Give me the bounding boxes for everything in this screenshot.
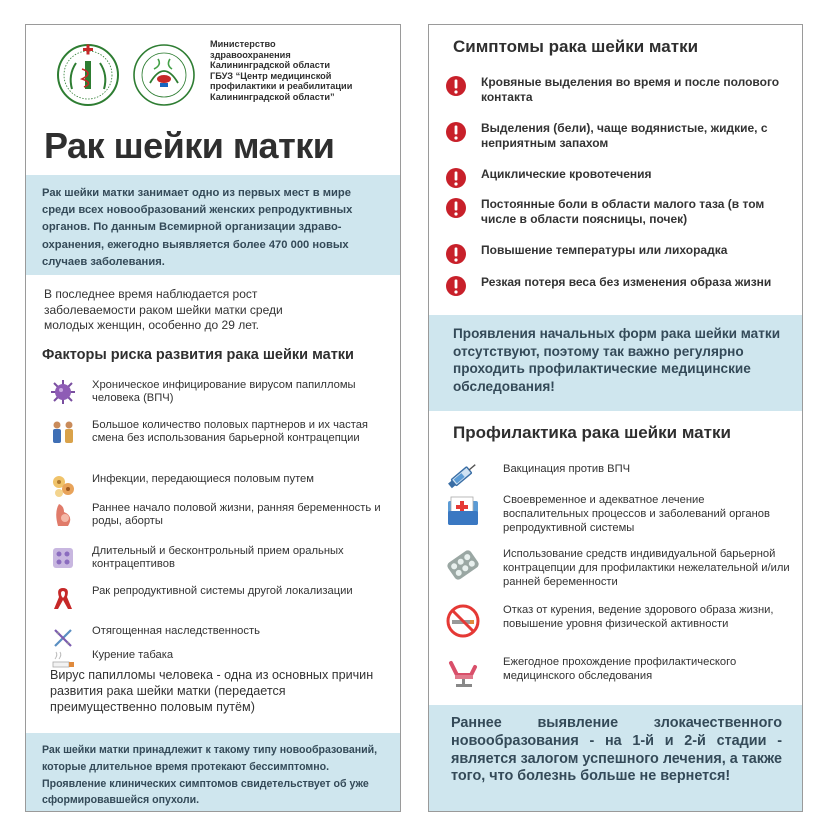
logos [54,39,204,111]
center-emblem-icon [134,45,194,105]
risk-text: Длительный и бесконтрольный прием оральных контрацептивов [92,545,344,571]
risk-text: Курение табака [92,649,174,661]
org-line: Калининградской области” [210,91,335,102]
symptom-text: Выделения (бели), чаще водянистые, жидкие, с неприятным запахом [481,121,768,150]
intro-text: Рак шейки матки занимает одно из первых мест в мире среди всех новообразований женских репродуктивных органов. По данным Всемирной организации здраво-охранения, ежегодно выявляется более 470 000 новых случаев заболевания. [26,175,400,275]
recent-trend-text: В последнее время наблюдается рост заболеваемости раком шейки матки среди молодых женщин, особенно до 29 лет. [44,287,283,332]
org-line: Калининградской области [210,60,330,71]
pregnancy-icon [50,502,76,528]
prevention-text: Вакцинация против ВПЧ [503,463,631,475]
exam-chair-icon [445,653,481,689]
left-panel [25,24,401,812]
syringe-icon [445,457,481,493]
ribbon-icon [50,585,76,611]
infection-icon [50,473,76,499]
ministry-emblem-icon [58,45,118,106]
risk-text: Большое количество половых партнеров и их частая смена без использования барьерной контрацепции [92,419,368,445]
checkup-warning: Проявления начальных форм рака шейки матки отсутствуют, поэтому так важно регулярно проходить профилактические медицинские обследования! [429,315,802,411]
hpv-note: Вирус папилломы человека - одна из основных причин развития рака шейки матки (передается преимущественно половым путём) [50,668,374,715]
prevention-text: Своевременное и адекватное лечение воспалительных процессов и заболеваний органов репродуктивной системы [503,494,770,534]
symptom-text: Резкая потеря веса без изменения образа жизни [481,275,772,289]
prevention-text: Использование средств индивидуальной барьерной контрацепции для профилактики нежелательной и/или ранней беременности [503,548,790,588]
org-line: профилактики и реабилитации [210,81,353,92]
alert-icon [445,121,467,143]
right-panel [428,24,803,812]
organization-name [210,39,390,103]
org-line: Министерство [210,39,276,49]
risk-text: Хроническое инфицирование вирусом папилломы человека (ВПЧ) [92,379,356,405]
symptom-text: Кровяные выделения во время и после полового контакта [481,75,780,104]
symptoms-title: Симптомы рака шейки матки [453,37,699,56]
org-line: ГБУЗ “Центр медицинской [210,70,332,81]
risk-text: Рак репродуктивной системы другой локализации [92,585,353,597]
alert-icon [445,243,467,265]
prevention-title: Профилактика рака шейки матки [453,423,731,442]
risk-text: Отягощенная наследственность [92,625,260,637]
no-smoking-icon [445,603,481,639]
symptom-text: Повышение температуры или лихорадка [481,243,728,257]
page-title: Рак шейки матки [44,125,335,166]
couples-icon [50,419,76,445]
symptom-text: Постоянные боли в области малого таза (в том числе в области поясницы, почек) [481,197,765,226]
org-line: здравоохранения [210,49,291,60]
early-detection-note: Раннее выявление злокачественного новообразования - на 1-й и 2-й стадии - является залогом успешного лечения, а также того, что болезнь больше не вернется! [429,705,802,811]
asymptomatic-note: Рак шейки матки принадлежит к такому типу новообразований, которые длительное время протекают бессимптомно. Проявление клинических симптомов свидетельствует об уже сформировавшейся опухоли. [26,733,400,811]
symptom-text: Ациклические кровотечения [481,167,652,181]
risk-text: Инфекции, передающиеся половым путем [92,473,314,485]
dna-icon [50,625,76,651]
prevention-text: Ежегодное прохождение профилактического медицинского обследования [503,656,737,682]
risk-factors-title: Факторы риска развития рака шейки матки [42,347,354,363]
alert-icon [445,167,467,189]
alert-icon [445,75,467,97]
prevention-text: Отказ от курения, ведение здорового образа жизни, повышение уровня физической активности [503,604,774,630]
pills-icon [50,545,76,571]
pill-pack-icon [445,547,481,583]
alert-icon [445,197,467,219]
virus-icon [50,379,76,405]
alert-icon [445,275,467,297]
risk-text: Раннее начало половой жизни, ранняя беременность и роды, аборты [92,502,381,528]
medical-folder-icon [445,493,481,529]
